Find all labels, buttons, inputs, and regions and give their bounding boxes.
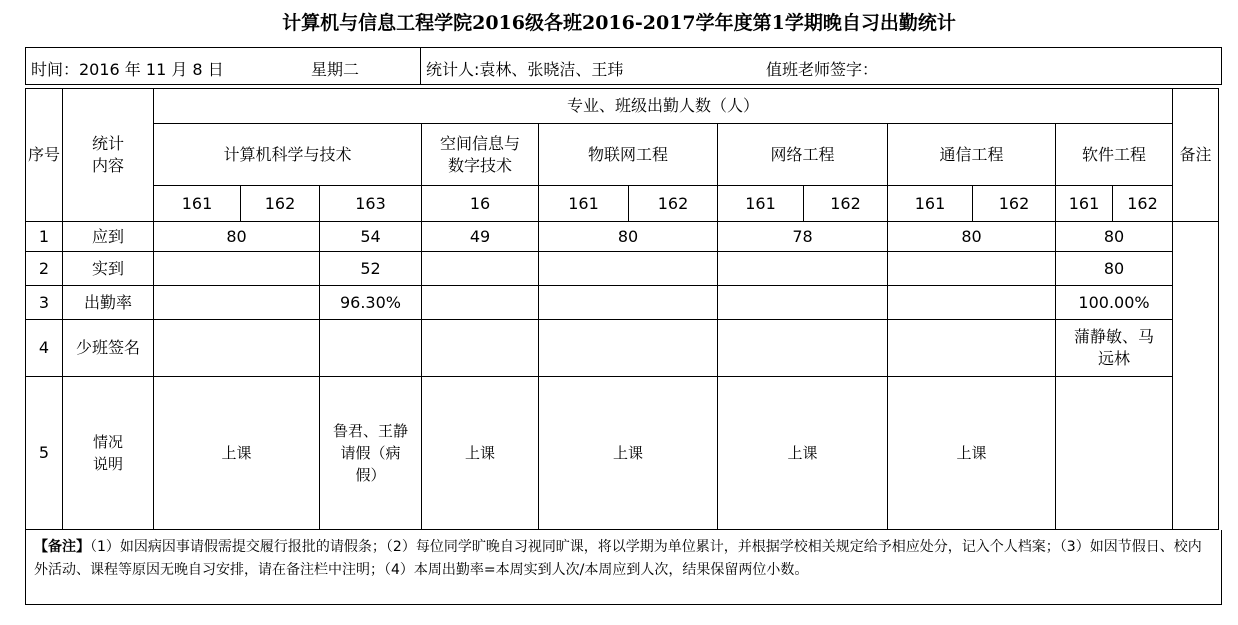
table-row [26, 320, 1219, 377]
table-row [26, 222, 1219, 252]
class-cell: 161 [888, 186, 973, 222]
cell-value: 鲁君、王静 请假（病 假） [320, 377, 422, 530]
class-cell: 16 [422, 186, 539, 222]
table-row [26, 252, 1219, 286]
class-cell: 162 [241, 186, 320, 222]
row-number: 1 [26, 222, 63, 252]
cell-value [718, 320, 888, 377]
major-network: 网络工程 [718, 124, 888, 186]
cell-value [888, 252, 1056, 286]
major-software: 软件工程 [1056, 124, 1173, 186]
class-cell: 161 [539, 186, 629, 222]
class-cell: 162 [973, 186, 1056, 222]
row-number: 2 [26, 252, 63, 286]
date-label: 时间：2016 年 11 月 8 日 [31, 60, 224, 79]
class-cell: 162 [1113, 186, 1173, 222]
weekday-label: 星期二 [311, 60, 360, 79]
row-number: 5 [26, 377, 63, 530]
table-row [26, 377, 1219, 530]
cell-value [154, 252, 320, 286]
class-cell: 163 [320, 186, 422, 222]
remark-cell [1173, 222, 1219, 530]
table-row [26, 286, 1219, 320]
row-label: 应到 [63, 222, 154, 252]
cell-value: 49 [422, 222, 539, 252]
cell-value [539, 320, 718, 377]
cell-value: 80 [888, 222, 1056, 252]
class-cell: 161 [1056, 186, 1113, 222]
cell-value [718, 286, 888, 320]
cell-value [539, 286, 718, 320]
row-label: 出勤率 [63, 286, 154, 320]
notes-label: 【备注】 [34, 539, 90, 555]
row-number: 4 [26, 320, 63, 377]
row-number: 3 [26, 286, 63, 320]
major-telecom: 通信工程 [888, 124, 1056, 186]
notes-section [25, 530, 1222, 605]
cell-value: 52 [320, 252, 422, 286]
major-spatial: 空间信息与 数字技术 [422, 124, 539, 186]
row-label: 实到 [63, 252, 154, 286]
row-label: 情况 说明 [63, 377, 154, 530]
remark-header: 备注 [1173, 89, 1219, 222]
row-label: 少班签名 [63, 320, 154, 377]
cell-value: 80 [1056, 222, 1173, 252]
cell-value: 54 [320, 222, 422, 252]
cell-value [154, 320, 320, 377]
cell-value: 上课 [888, 377, 1056, 530]
notes-text: （1）如因病因事请假需提交履行报批的请假条；（2）每位同学旷晚自习视同旷课，将以学期为单位累计，并根据学校相关规定给予相应处分，记入个人档案；（3）如因节假日、校内外活动、课程等原因无晚自习安排，请在备注栏中注明；（4）本周出勤率=本周实到人次/本周应到人次，结果保留两位小数。 [34, 539, 1202, 578]
cell-value: 96.30% [320, 286, 422, 320]
group-header: 专业、班级出勤人数（人） [154, 89, 1173, 124]
cell-value: 80 [1056, 252, 1173, 286]
cell-value: 80 [154, 222, 320, 252]
cell-value: 78 [718, 222, 888, 252]
cell-value [888, 320, 1056, 377]
cell-value [888, 286, 1056, 320]
cell-value [320, 320, 422, 377]
cell-value [154, 286, 320, 320]
cell-value: 100.00% [1056, 286, 1173, 320]
cell-value [718, 252, 888, 286]
cell-value: 上课 [539, 377, 718, 530]
cell-value [422, 320, 539, 377]
info-divider [420, 48, 421, 84]
class-cell: 161 [154, 186, 241, 222]
major-cs: 计算机科学与技术 [154, 124, 422, 186]
class-cell: 162 [629, 186, 718, 222]
cell-value: 蒲静敏、马 远林 [1056, 320, 1173, 377]
major-iot: 物联网工程 [539, 124, 718, 186]
class-cell: 161 [718, 186, 804, 222]
cell-value [422, 252, 539, 286]
cell-value [539, 252, 718, 286]
cell-value: 上课 [422, 377, 539, 530]
teacher-sign-label: 值班老师签字： [766, 60, 879, 79]
cell-value [422, 286, 539, 320]
attendance-table [25, 88, 1219, 530]
cell-value: 上课 [718, 377, 888, 530]
cell-value: 80 [539, 222, 718, 252]
cell-value [1056, 377, 1173, 530]
info-bar [25, 47, 1222, 85]
class-cell: 162 [804, 186, 888, 222]
page-title: 计算机与信息工程学院2016级各班2016-2017学年度第1学期晚自习出勤统计 [282, 12, 956, 34]
seq-header: 序号 [26, 89, 63, 222]
stats-people-label: 统计人:袁林、张晓洁、王玮 [426, 60, 624, 79]
cell-value: 上课 [154, 377, 320, 530]
content-header: 统计 内容 [63, 89, 154, 222]
